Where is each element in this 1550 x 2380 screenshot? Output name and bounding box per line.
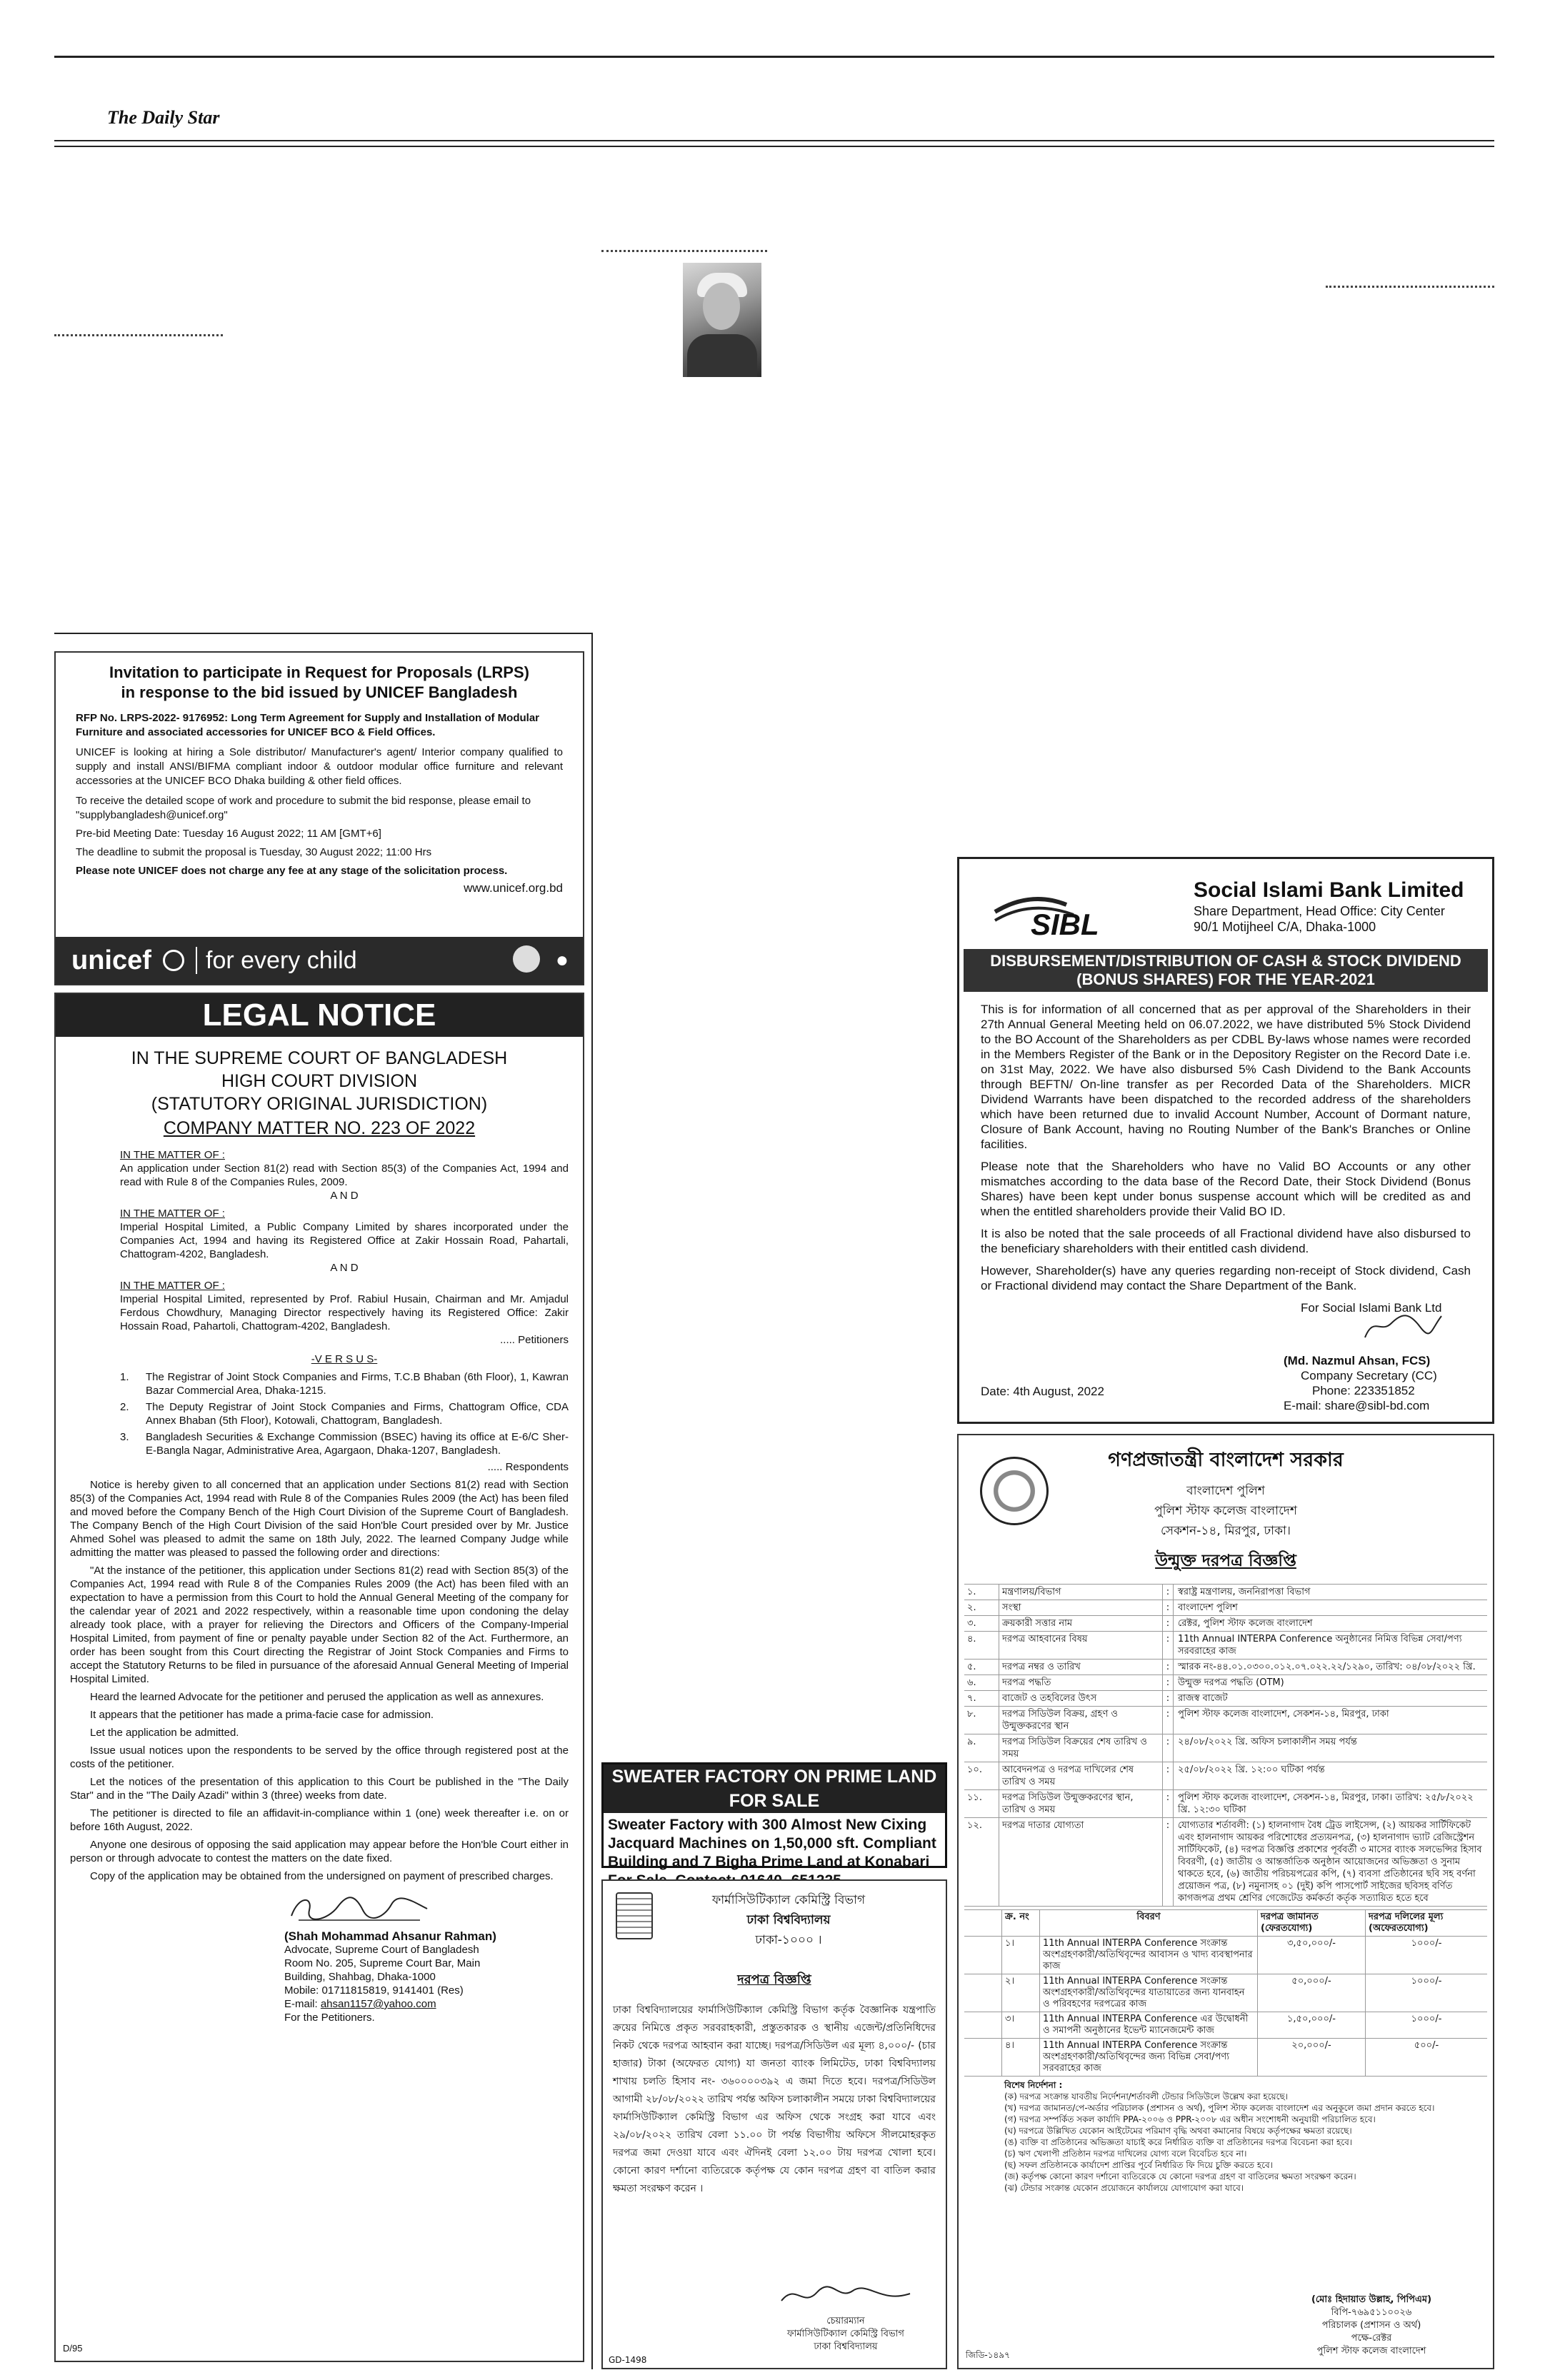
respondent-2: The Deputy Registrar of Joint Stock Companies and Firms, Chattogram Office, CDA Annex Bhaban (5th Floor), Kotowali, Chattogram, Bangladesh.: [146, 1401, 569, 1427]
police-info-table: [964, 1584, 1487, 1907]
info-row-number: ৮.: [964, 1707, 999, 1734]
unicef-title-1: Invitation to participate in Request for Proposals (LRPS): [109, 663, 529, 681]
advocate-name: (Shah Mohammad Ahsanur Rahman): [284, 1929, 496, 1943]
matter-text-3: Imperial Hospital Limited, represented by Prof. Rabiul Husain, Chairman and Mr. Amjadul Ferdous Chowdhury, Managing Director respectively having its Registered Office: Zakir Hossain Road, Pahartoli, Chattogram-4202, Bangladesh.: [120, 1293, 569, 1332]
police-line-2: পুলিশ স্টাফ কলেজ বাংলাদেশ: [1154, 1504, 1297, 1518]
colon-separator: :: [1163, 1616, 1174, 1631]
info-row-number: ১.: [964, 1585, 999, 1600]
notice-para-5: Let the application be admitted.: [90, 1727, 239, 1739]
bangladesh-police-emblem-icon: [980, 1457, 1049, 1525]
police-sig-4: পক্ষে-রেক্টর: [1351, 2333, 1392, 2344]
unicef-body-2: To receive the detailed scope of work and procedure to submit the bid response, please email to "supplybangladesh@unicef.org": [76, 795, 531, 821]
du-dept: ফার্মাসিউটিক্যাল কেমিস্ট্রি বিভাগ: [711, 1893, 866, 1907]
note-item: (ঙ) ব্যক্তি বা প্রতিষ্ঠানের অভিজ্ঞতা যাচাই করে নির্ধারিত ব্যক্তি বা প্রতিষ্ঠানের দরপত্র বিবেচনা করা হবে।: [1004, 2137, 1353, 2147]
colon-separator: :: [1163, 1707, 1174, 1734]
police-sig-3: পরিচালক (প্রশাসন ও অর্থ): [1321, 2320, 1421, 2331]
info-row-value: রাজস্ব বাজেট: [1178, 1693, 1228, 1704]
petitioners-label: ..... Petitioners: [500, 1334, 569, 1346]
info-row-value: স্মারক নং-৪৪.০১.০৩০০.০১২.০৭.০২২.২২/১২৯০, তারিখ: ০৪/০৮/২০২২ খ্রি.: [1178, 1662, 1476, 1672]
du-logo-icon: [616, 1892, 653, 1939]
info-row-label: দরপত্র সিডিউল উন্মুক্তকরণের স্থান, তারিখ ও সময়: [999, 1790, 1163, 1817]
note-item: (ক) দরপত্র সংক্রান্ত যাবতীয় নির্দেশনা/শর্তাবলী টেন্ডার সিডিউলে উল্লেখ করা হয়েছে।: [1004, 2092, 1289, 2102]
advocate-line-2: Room No. 205, Supreme Court Bar, Main: [284, 1957, 481, 1969]
note-item: (ঘ) দরপত্রে উল্লিখিত যেকোন আইটেমের পরিমাণ বৃদ্ধি অথবা কমানোর বিষয়ে কর্তৃপক্ষের ক্ষমতা রয়েছে।: [1004, 2126, 1352, 2136]
advocate-line-1: Advocate, Supreme Court of Bangladesh: [284, 1944, 479, 1956]
info-row-number: ৫.: [964, 1660, 999, 1674]
lot-number: ২।: [1002, 1974, 1040, 2012]
lot-row: [964, 1974, 1487, 2012]
info-row-value: যোগ্যতার শর্তাবলী: (১) হালনাগাদ বৈধ ট্রেড লাইসেন্স, (২) আয়কর সার্টিফিকেট এবং হালনাগাদ আয়কর পরিশোধের প্রত্যয়নপত্র, (৩) হালনাগাদ ভ্যাট রেজিস্ট্রেশন সার্টিফিকেট, (৪) দরপত্র বিজ্ঞপ্তি প্রকাশের পূর্ববর্তী ৩ মাসের ব্যাংক সলভেন্সির হিসাব বিবরণী, (৫) জাতীয় ও আন্তর্জাতিক অনুষ্ঠান আয়োজনের অভিজ্ঞতা ও সুনাম থাকতে হবে, (৬) জাতীয় পরিচয়পত্রের কপি, (৭) ব্যবসা প্রতিষ্ঠানের ছবি সহ বর্ণনা প্রয়োজন পত্র, (৮) নমুনাসহ ০১ (দুই) কপি পাসপোর্ট সাইজের ছবিসহ বর্ণিত কাগজপত্র প্রথম শ্রেণির গেজেটেড কর্মকর্তা কর্তৃক সত্যায়িত হতে হবে: [1178, 1820, 1482, 1904]
lot-description: 11th Annual INTERPA Conference সংক্রান্ত অংশগ্রহণকারী/অতিথিবৃন্দের জন্য বিভিন্ন সেবা/পণ্য সরবরাহের কাজ: [1040, 2039, 1258, 2076]
info-row-value: বাংলাদেশ পুলিশ: [1178, 1602, 1238, 1613]
unicef-deadline: The deadline to submit the proposal is Tuesday, 30 August 2022; 11:00 Hrs: [76, 846, 432, 858]
header-rule-1: [54, 140, 1494, 141]
sibl-dividend-ad: [957, 857, 1494, 1424]
info-row-label: দরপত্র সিডিউল বিক্রয়, গ্রহণ ও উন্মুক্তকরণের স্থান: [999, 1707, 1163, 1734]
sibl-title-2: (BONUS SHARES) FOR THE YEAR-2021: [1076, 970, 1375, 988]
sibl-date: Date: 4th August, 2022: [981, 1385, 1104, 1398]
info-row-number: ১১.: [964, 1790, 999, 1817]
respondent-1: The Registrar of Joint Stock Companies and Firms, T.C.B Bhaban (6th Floor), 1, Kawran Bazar Commercial Area, Dhaka-1215.: [146, 1371, 569, 1397]
unicef-emblem-icon: [163, 950, 184, 971]
lot-row: [964, 2039, 1487, 2077]
unicef-rfp: RFP No. LRPS-2022- 9176952: Long Term Agreement for Supply and Installation of Modular Furniture and associated accessories for UNICEF BCO & Field Offices.: [76, 712, 539, 738]
info-row: [964, 1707, 1487, 1734]
apple-icon: ●: [555, 948, 569, 972]
sweater-head: SWEATER FACTORY ON PRIME LAND FOR SALE: [604, 1764, 945, 1813]
police-notes-head: বিশেষ নির্দেশনা :: [1004, 2080, 1063, 2090]
du-sig-2: ফার্মাসিউটিক্যাল কেমিস্ট্রি বিভাগ: [787, 2329, 904, 2339]
info-row-label: ক্রয়কারী সত্তার নাম: [999, 1616, 1163, 1631]
lot-price: ১০০০/-: [1411, 1976, 1442, 1987]
info-row-value: স্বরাষ্ট্র মন্ত্রণালয়, জননিরাপত্তা বিভাগ: [1178, 1587, 1311, 1597]
info-row-number: ১২.: [964, 1818, 999, 1906]
unicef-prebid: Pre-bid Meeting Date: Tuesday 16 August 2022; 11 AM [GMT+6]: [76, 828, 381, 840]
advocate-signature: [284, 1889, 434, 1926]
lot-security: ৫০,০০০/-: [1258, 1974, 1366, 2012]
ad-code: D/95: [63, 2343, 83, 2354]
police-sig-2: বিপি-৭৬৯৫১১০০২৬: [1331, 2307, 1412, 2318]
matter-text-2: Imperial Hospital Limited, a Public Company Limited by shares incorporated under the Companies Act, 1994 and having its Registered Office at Zakir Hossain Road, Pahartali, Chattogram-4202, Bangladesh.: [120, 1221, 569, 1260]
sibl-para-4: However, Shareholder(s) have any queries regarding non-receipt of Stock dividend, Cash or Fractional dividend may contact the Share Department of the Bank.: [981, 1264, 1471, 1292]
respondent-3: Bangladesh Securities & Exchange Commission (BSEC) having its office at E-6/C Sher-E-Bangla Nagar, Administrative Area, Agargaon, Dhaka-1207, Bangladesh.: [146, 1431, 569, 1457]
police-line-1: বাংলাদেশ পুলিশ: [1186, 1484, 1265, 1498]
info-row-value: ২৫/০৮/২০২২ খ্রি. ১২:০০ ঘটিকা পর্যন্ত: [1178, 1764, 1325, 1775]
colon-separator: :: [1163, 1734, 1174, 1762]
info-row-number: ৭.: [964, 1691, 999, 1706]
legal-notice-title: LEGAL NOTICE: [56, 994, 583, 1037]
info-row-number: ২.: [964, 1600, 999, 1615]
respondents-label: ..... Respondents: [487, 1461, 569, 1473]
info-row-number: ৪.: [964, 1632, 999, 1659]
info-row-value: রেক্টর, পুলিশ স্টাফ কলেজ বাংলাদেশ: [1178, 1618, 1313, 1629]
info-row: [964, 1675, 1487, 1691]
sibl-sig-name: (Md. Nazmul Ahsan, FCS): [1284, 1354, 1431, 1367]
lot-price: ১০০০/-: [1411, 2014, 1442, 2024]
and-1: A N D: [330, 1190, 359, 1202]
sibl-para-3: It is also be noted that the sale proceeds of all Fractional dividend have also disbursed to the beneficiary shareholders with their entitled cash dividend.: [981, 1227, 1471, 1255]
police-gov: গণপ্রজাতন্ত্রী বাংলাদেশ সরকার: [1108, 1449, 1344, 1471]
header-rule-2: [54, 146, 1494, 147]
du-tender-ad: [601, 1879, 947, 2369]
lot-description: 11th Annual INTERPA Conference এর উদ্বোধনী ও সমাপনী অনুষ্ঠানের ইভেন্ট ম্যানেজমেন্ট কাজ: [1040, 2012, 1258, 2038]
column-rule: [54, 633, 591, 634]
unicef-brand-band: [56, 937, 583, 984]
masthead: The Daily Star: [107, 107, 220, 128]
colon-separator: :: [1163, 1675, 1174, 1690]
info-row-label: দরপত্র নম্বর ও তারিখ: [999, 1660, 1163, 1674]
sibl-title-1: DISBURSEMENT/DISTRIBUTION OF CASH & STOCK DIVIDEND: [990, 952, 1461, 970]
notice-para-3: Heard the learned Advocate for the petitioner and perused the application as well as annexures.: [90, 1691, 544, 1703]
note-item: (খ) দরপত্র জামানত/পে-অর্ডার পরিচালক (প্রশাসন ও অর্থ), পুলিশ স্টাফ কলেজ বাংলাদেশ এর অনুকূলে জমা প্রদান করতে হবে।: [1004, 2103, 1435, 2113]
court-line-2: HIGH COURT DIVISION: [221, 1071, 418, 1091]
lot-row: [964, 1937, 1487, 1974]
info-row: [964, 1818, 1487, 1907]
info-row: [964, 1616, 1487, 1632]
police-sig-5: পুলিশ স্টাফ কলেজ বাংলাদেশ: [1316, 2346, 1426, 2356]
lot-price: ১০০০/-: [1411, 1938, 1442, 1949]
sibl-name: Social Islami Bank Limited: [1194, 878, 1464, 902]
note-item: (চ) ঋণ খেলাপী প্রতিষ্ঠান দরপত্র দাখিলের যোগ্য বলে বিবেচিত হবে না।: [1004, 2149, 1247, 2159]
police-line-3: সেকশন-১৪, মিরপুর, ঢাকা।: [1160, 1524, 1291, 1538]
sibl-addr-2: 90/1 Motijheel C/A, Dhaka-1000: [1194, 920, 1376, 934]
game-logo-icon: [513, 945, 540, 973]
info-row: [964, 1600, 1487, 1616]
column-rule: [591, 633, 593, 2369]
lot-head-no: ক্র. নং: [1002, 1910, 1040, 1936]
info-row: [964, 1632, 1487, 1660]
unicef-title-2: in response to the bid issued by UNICEF Bangladesh: [121, 683, 518, 701]
sweater-body: Sweater Factory with 300 Almost New Cixing Jacquard Machines on 1,50,000 sft. Compliant Building and 7 Bigha Prime Land at Konabari: [608, 1817, 936, 1870]
colon-separator: :: [1163, 1600, 1174, 1615]
info-row-value: 11th Annual INTERPA Conference অনুষ্ঠানের নিমিত্ত বিভিন্ন সেবা/পণ্য সরবরাহের কাজ: [1178, 1634, 1462, 1657]
police-lot-table: [964, 1909, 1487, 2077]
colon-separator: :: [1163, 1660, 1174, 1674]
advocate-email-label: E-mail:: [284, 1998, 318, 2010]
notice-para-9: Anyone one desirous of opposing the said application may appear before the Hon'ble Court either in person or through advocate to contest the matters on the date fixed.: [70, 1839, 569, 1864]
notice-para-2: "At the instance of the petitioner, this application under Sections 81(2) read with Section 85(3) of the Companies Act, 1994 read with Rule 8 of the Companies Rules 2009 (the Act) has been filed with an expectation to have a permission from this Court to hold the Annual General Meeting of the company for the calendar year of 2021 and 2022 respectively, within a reasonable time upon condoning the delay already took place, with a prayer for relieving the Directors and Officers of the Company-Imperial Hospital Limited, from payment of fine or penalty payable under Section 82 of the Act. Furthermore, an order has been sought from this Court directing the Registrar of Joint Stock Companies and Firms to accept the Statutory Returns to be filed in pursuance of the aforesaid Annual General Meeting of Imperial Hospital Limited.: [70, 1565, 569, 1685]
note-item: (গ) দরপত্র সম্পর্কিত সকল কার্যাদি PPA-২০০৬ ও PPR-২০০৮ এর অধীন সংশোধনী অনুযায়ী পরিচালিত হবে।: [1004, 2114, 1376, 2124]
info-row-label: সংস্থা: [999, 1600, 1163, 1615]
sibl-email: E-mail: share@sibl-bd.com: [1284, 1399, 1430, 1412]
and-2: A N D: [330, 1262, 359, 1274]
info-row: [964, 1585, 1487, 1600]
top-rule: [54, 56, 1494, 58]
lot-description: 11th Annual INTERPA Conference সংক্রান্ত অংশগ্রহণকারী/অতিথিবৃন্দের যাতায়াতের জন্য যানবাহন ও পরিবহণের দরপত্রের কাজ: [1040, 1974, 1258, 2012]
info-row-number: ৯.: [964, 1734, 999, 1762]
du-university: ঢাকা বিশ্ববিদ্যালয়: [746, 1913, 831, 1927]
notice-para-8: The petitioner is directed to file an affidavit-in-compliance within 1 (one) week thereafter i.e. on or before 16th August, 2022.: [70, 1807, 569, 1833]
sibl-title: [964, 949, 1488, 992]
sibl-addr-1: Share Department, Head Office: City Center: [1194, 904, 1445, 918]
colon-separator: :: [1163, 1818, 1174, 1906]
advocate-line-4: Mobile: 01711815819, 9141401 (Res): [284, 1984, 464, 1997]
sibl-logo: [988, 883, 1102, 944]
notice-para-1: Notice is hereby given to all concerned that an application under Sections 81(2) read with Section 85(3) of the Companies Act, 1994 read with Rule 8 of the Companies Rules 2009 (the Act) has been filed and moved before the Company Bench of the High Court Division of the Supreme Court of Bangladesh. The Company Bench of the High Court Division of the said Hon'ble Court presided over by Mr. Justice Ahmed Sohel was pleased to admit the same on 18th July, 2022. The learned Company Judge while admitting the matter was pleased to passed the following order and directions:: [70, 1479, 569, 1559]
versus-label: -V E R S U S-: [311, 1353, 378, 1365]
sibl-signature: [1359, 1309, 1445, 1345]
sibl-para-1: This is for information of all concerned that as per approval of the Shareholders in their 27th Annual General Meeting held on 06.07.2022, we have distributed 5% Stock Dividend to the BO Account of the Shareholders as per CDBL By-laws whose names were recorded in the Members Register of the Bank or in the Depository Register on the Record Date i.e. on 31st May, 2022. We have also disbursed 5% Cash Dividend to the Bank Accounts through BEFTN/ On-line transfer as per Recorded Data of the Shareholders. MICR Dividend Warrants have been dispatched to the recorded address of the shareholders which have been returned due to invalid Account Number, Account of Dormant nature, Closure of Bank Account, having no Routing Number of the Bank's Branches or Online facilities.: [981, 1003, 1471, 1151]
sweater-factory-ad: [601, 1762, 947, 1868]
sibl-phone: Phone: 223351852: [1312, 1384, 1415, 1397]
lot-security: ১,৫০,০০০/-: [1258, 2012, 1366, 2038]
advocate-line-6: For the Petitioners.: [284, 2012, 375, 2024]
lot-price: ৫০০/-: [1414, 2040, 1439, 2051]
info-row-value: ২৪/০৮/২০২২ খ্রি. অফিস চলাকালীন সময় পর্যন্ত: [1178, 1737, 1357, 1747]
sibl-para-2: Please note that the Shareholders who have no Valid BO Accounts or any other mismatches according to the data base of the Record Date, their Stock Dividend (Bonus Shares) have been kept under bonus suspense account which will be credited as and when the entitled shareholders provide their Valid BO ID.: [981, 1160, 1471, 1218]
info-row-value: উন্মুক্ত দরপত্র পদ্ধতি (OTM): [1178, 1677, 1284, 1688]
legal-notice-ad: LEGAL NOTICE IN THE SUPREME COURT OF BANGLADESH HIGH COURT DIVISION (STATUTORY ORIGINAL JURISDICTION) COMPANY MATTER NO. 223 OF 2022 IN THE MATTER OF : An application under Section 81(2) read with Section 85(3) of the Companies Act, 1994 and read with Rule 8 of the Companies Rules, 2009. A N D IN THE MATTER OF : Imperial Hospital Limited, a Public Company Limited by shares incorporated under the Companies Act, 1994 and having its Registered Office at Zakir Hossain Road, Pahartali, Chattogram-4202, Bangladesh. A N D IN THE MATTER OF : Imperial Hospital Limited, represented by Prof. Rabiul Husain, Chairman and Mr. Amjadul Ferdous Chowdhury, Managing Director respectively having its Registered Office: Zakir Hossain Road, Pahartoli, Chattogram-4202, Bangladesh. ..... Petitioners -V E R S U S- 1. The Registrar of Joint Stock Companies and Firms, T.C.B Bhaban (6th Floor), 1, Kawran Bazar Commercial Area, Dhaka-1215. 2. The Deputy Registrar of Joint Stock Companies and Firms, Chattogram Office, CDA Annex Bhaban (5th Floor), Kotowali, Chattogram, Bangladesh. 3. Bangladesh Securities & Exchange Commission (BSEC) having its office at E-6/C Sher-E-Bangla Nagar, Administrative Area, Agargaon, Dhaka-1207, Bangladesh. ..... Respondents Notice is hereby given to all concerned that an application under Sections 81(2) read with Section 85(3) of the Companies Act, 1994 read with Rule 8 of the Companies Rules 2009 (the Act) has been filed and moved before the Company Bench of the High Court Division of the Supreme Court of Bangladesh. The Company Bench of the High Court Division of the said Hon'ble Court presided over by Mr. Justice Ahmed Sohel was pleased to admit the same on 18th July, 2022. The learned Company Judge while admitting the matter was pleased to passed the following order and directions: "At the instance of the petitioner, this application under Sections 81(2) read with Section 85(3) of the Companies Act, 1994 read with Rule 8 of the Companies Rules 2009 (the Act) has been filed with an expectation to have a permission from this Court to hold the Annual General Meeting of the company for the calendar year of 2021 and 2022 respectively, within a reasonable time upon condoning the delay already took place, with a prayer for relieving the Directors and Officers of the Company-Imperial Hospital Limited, from payment of fine or penalty payable under Section 82 of the Act. Furthermore, an order has been sought from this Court directing the Registrar of Joint Stock Companies and Firms to accept the Statutory Returns to be filed in pursuance of the aforesaid Annual General Meeting of Imperial Hospital Limited. Heard the learned Advocate for the petitioner and perused the application as well as annexures. It appears that the petitioner has made a prima-facie case for admission. Let the application be admitted. Issue usual notices upon the respondents to be served by the office through registered post at the costs of the petitioner. Let the notices of the presentation of this application to this Court be published in the "The Daily Star" and in the "The Daily Azadi" within 3 (three) weeks from date. The petitioner is directed to file an affidavit-in-compliance within 1 (one) week thereafter i.e. on or before 16th August, 2022. Anyone one desirous of opposing the said application may appear before the Hon'ble Court either in person or through advocate to contest the matters on the date fixed. Copy of the application may be obtained from the undersigned on payment of prescribed charges. (Shah Mohammad Ahsanur Rahman) Advocate, Supreme Court of Bangladesh Room No. 205, Supreme Court Bar, Main Building, Shahbag, Dhaka-1000 Mobile: 01711815819, 9141401 (Res) E-mail: ahsan1157@yahoo.com For the Petitioners. D/95: [54, 993, 584, 2362]
du-sig-3: ঢাকা বিশ্ববিদ্যালয়: [814, 2341, 878, 2352]
unicef-no-fee: Please note UNICEF does not charge any fee at any stage of the solicitation process.: [76, 865, 508, 877]
advocate-line-3: Building, Shahbag, Dhaka-1000: [284, 1971, 436, 1983]
info-row: [964, 1734, 1487, 1762]
dotted-separator: [601, 250, 767, 252]
info-row-label: দরপত্র পদ্ধতি: [999, 1675, 1163, 1690]
court-line-3: (STATUTORY ORIGINAL JURISDICTION): [151, 1094, 488, 1114]
sibl-brand: SIBL: [1031, 908, 1099, 941]
divider: [196, 947, 197, 974]
portrait-photo: [683, 263, 761, 377]
info-row-label: মন্ত্রণালয়/বিভাগ: [999, 1585, 1163, 1600]
notice-para-7: Let the notices of the presentation of this application to this Court be published in the "The Daily Star" and in the "The Daily Azadi" within 3 (three) weeks from date.: [70, 1776, 569, 1802]
info-row-number: ৬.: [964, 1675, 999, 1690]
lot-number: ৩।: [1002, 2012, 1040, 2038]
info-row-value: পুলিশ স্টাফ কলেজ বাংলাদেশ, সেকশন-১৪, মিরপুর, ঢাকা: [1178, 1709, 1389, 1719]
unicef-tagline: for every child: [206, 947, 357, 974]
police-sig-1: (মোঃ হিদায়াত উল্লাহ, পিপিএম): [1311, 2294, 1432, 2305]
info-row: [964, 1790, 1487, 1818]
info-row-value: পুলিশ স্টাফ কলেজ বাংলাদেশ, সেকশন-১৪, মিরপুর, ঢাকা। তারিখ: ২৫/৮/২০২২ খ্রি. ১২:৩০ ঘটিকা: [1178, 1792, 1474, 1815]
du-sig-1: চেয়ারম্যান: [826, 2316, 865, 2326]
info-row: [964, 1691, 1487, 1707]
dotted-separator: [1326, 286, 1494, 288]
unicef-body-1: UNICEF is looking at hiring a Sole distributor/ Manufacturer's agent/ Interior company qualified to supply and install ANSI/BIFMA compliant indoor & outdoor modular office furniture and relevant accessories at the UNICEF BCO Dhaka building & other field offices.: [76, 746, 563, 787]
matter-text-1: An application under Section 81(2) read with Section 85(3) of the Companies Act, 1994 and read with Rule 8 of the Companies Rules, 2009.: [120, 1163, 569, 1188]
unicef-logo-text: unicef: [71, 945, 151, 975]
police-title: উন্মুক্ত দরপত্র বিজ্ঞপ্তি: [1155, 1552, 1296, 1570]
info-row-label: বাজেট ও তহবিলের উৎস: [999, 1691, 1163, 1706]
info-row: [964, 1660, 1487, 1675]
police-tender-ad: [957, 1434, 1494, 2369]
du-body: ঢাকা বিশ্ববিদ্যালয়ের ফার্মাসিউটিক্যাল কেমিস্ট্রি বিভাগ কর্তৃক বৈজ্ঞানিক যন্ত্রপাতি ক্রয়ের নিমিত্তে প্রকৃত সরবরাহকারী, প্রস্তুতকারক ও স্থানীয় এজেন্ট/প্রতিনিধিদের নিকট থেকে দরপত্র আহবান করা যাচ্ছে। দরপত্র/সিডিউল এর মূল্য ৪,০০০/- (চার হাজার) টাকা (অফেরত যোগ্য) যা জনতা ব্যাংক লিমিটেড, ঢাকা বিশ্ববিদ্যালয় শাখায় চলতি হিসাব নং- ৩৬০০০০৩৯২ এ জমা দিতে হবে। দরপত্র/সিডিউল আগামী ২৮/০৮/২০২২ তারিখ পর্যন্ত অফিস চলাকালীন সময়ে ঢাকা বিশ্ববিদ্যালয়ের ফার্মাসিউটিক্যাল কেমিস্ট্রি বিভাগ এর অফিস থেকে সংগ্রহ করা যাবে এবং ২৯/০৮/২০২২ তারিখ বেলা ১১.০০ টা পর্যন্ত বিভাগীয় অফিসে সীলমোহরকৃত দরপত্র জমা দেওয়া যাবে এবং ঐদিনই বেলা ১২.০০ টায় দরপত্র খোলা হবে। কোনো কারণ দর্শানো ব্যতিরেকে কর্তৃপক্ষ যে কোন দরপত্র গ্রহণ বা বাতিল করার ক্ষমতা সংরক্ষণ করেন ।: [613, 2004, 936, 2194]
lot-header: [964, 1910, 1487, 1937]
unicef-website: www.unicef.org.bd: [464, 881, 563, 895]
lot-security: ৩,৫০,০০০/-: [1258, 1937, 1366, 1974]
lot-security: ২০,০০০/-: [1258, 2039, 1366, 2076]
dotted-separator: [54, 334, 223, 336]
info-row-label: দরপত্র দাতার যোগ্যতা: [999, 1818, 1163, 1906]
note-item: (ঝ) টেন্ডার সংক্রান্ত যেকোন প্রয়োজনে কার্যালয়ে যোগাযোগ করা যাবে।: [1004, 2183, 1244, 2193]
lot-head-desc: বিবরণ: [1040, 1910, 1258, 1936]
police-code: জিডি-১৪৯৭: [966, 2350, 1010, 2360]
note-item: (জ) কর্তৃপক্ষ কোনো কারণ দর্শানো ব্যতিরেকে যে কোনো দরপত্র গ্রহণ বা বাতিলের ক্ষমতা সংরক্ষণ করেন।: [1004, 2171, 1356, 2181]
info-row-label: দরপত্র সিডিউল বিক্রয়ের শেষ তারিখ ও সময়: [999, 1734, 1163, 1762]
info-row-label: আবেদনপত্র ও দরপত্র দাখিলের শেষ তারিখ ও সময়: [999, 1762, 1163, 1789]
notice-para-10: Copy of the application may be obtained from the undersigned on payment of prescribed charges.: [90, 1870, 554, 1882]
du-title: দরপত্র বিজ্ঞপ্তি: [737, 1972, 811, 1987]
note-item: (ছ) সফল প্রতিষ্ঠানকে কার্যাদেশ প্রাপ্তির পূর্বে নির্ধারিত ফি দিয়ে চুক্তি করতে হবে।: [1004, 2160, 1273, 2170]
du-code: GD-1498: [609, 2355, 647, 2365]
colon-separator: :: [1163, 1632, 1174, 1659]
lot-number: ৪।: [1002, 2039, 1040, 2076]
unicef-ad: [54, 651, 584, 985]
info-row: [964, 1762, 1487, 1790]
notice-para-6: Issue usual notices upon the respondents to be served by the office through registered post at the costs of the petitioner.: [70, 1744, 569, 1770]
du-city: ঢাকা-১০০০ ।: [755, 1933, 822, 1947]
colon-separator: :: [1163, 1585, 1174, 1600]
colon-separator: :: [1163, 1790, 1174, 1817]
colon-separator: :: [1163, 1691, 1174, 1706]
info-row-label: দরপত্র আহবানের বিষয়: [999, 1632, 1163, 1659]
matter-head-1: IN THE MATTER OF :: [120, 1149, 225, 1161]
lot-row: [964, 2012, 1487, 2039]
info-row-number: ১০.: [964, 1762, 999, 1789]
matter-head-3: IN THE MATTER OF :: [120, 1280, 225, 1292]
sibl-for: For Social Islami Bank Ltd: [1301, 1301, 1442, 1315]
lot-head-security: দরপত্র জামানত (ফেরতযোগ্য): [1258, 1910, 1366, 1936]
advocate-email-link[interactable]: ahsan1157@yahoo.com: [320, 1998, 436, 2010]
du-signature: [774, 2279, 917, 2311]
sibl-sig-role: Company Secretary (CC): [1301, 1369, 1437, 1382]
company-matter: COMPANY MATTER NO. 223 OF 2022: [163, 1118, 476, 1138]
info-row-number: ৩.: [964, 1616, 999, 1631]
matter-head-2: IN THE MATTER OF :: [120, 1207, 225, 1220]
lot-description: 11th Annual INTERPA Conference সংক্রান্ত অংশগ্রহণকারী/অতিথিবৃন্দের আবাসন ও খাদ্য ব্যবস্থাপনার কাজ: [1040, 1937, 1258, 1974]
colon-separator: :: [1163, 1762, 1174, 1789]
lot-number: ১।: [1002, 1937, 1040, 1974]
notice-para-4: It appears that the petitioner has made a prima-facie case for admission.: [90, 1709, 434, 1721]
lot-head-price: দরপত্র দলিলের মূল্য (অফেরতযোগ্য): [1369, 1912, 1444, 1934]
court-line-1: IN THE SUPREME COURT OF BANGLADESH: [131, 1048, 508, 1068]
